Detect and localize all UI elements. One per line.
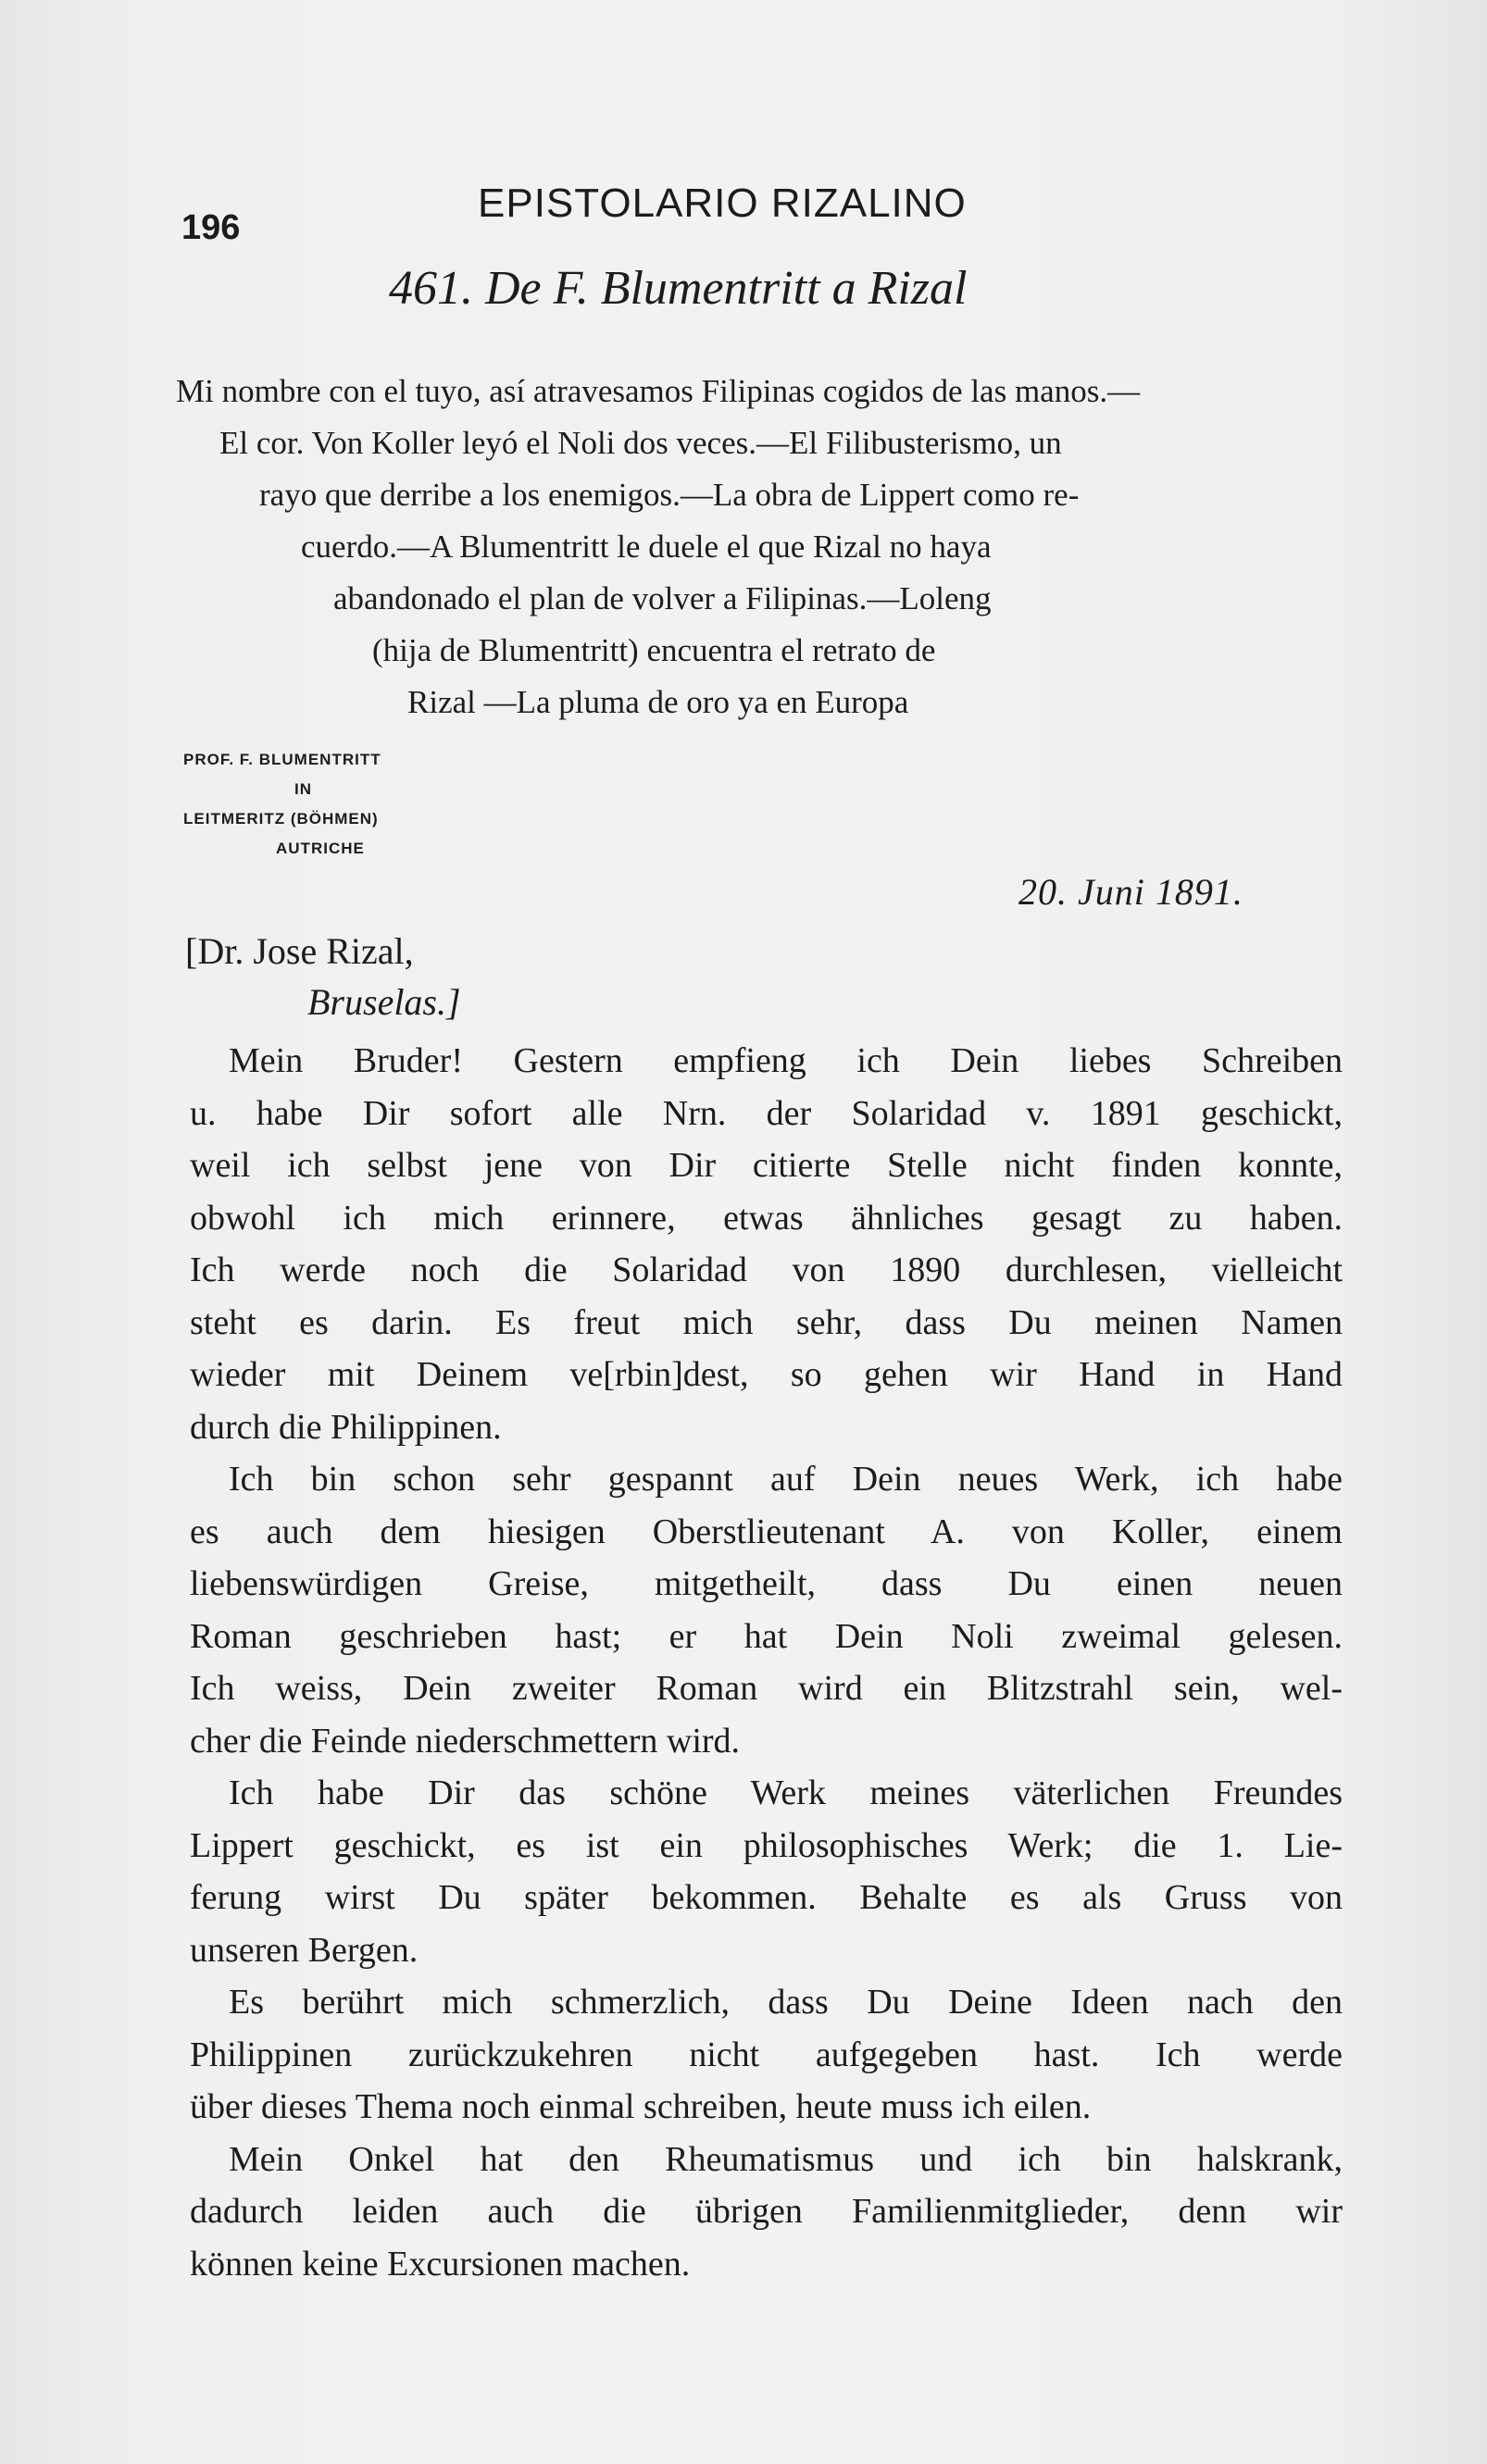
body-line: Roman geschrieben hast; er hat Dein Noli zweimal gelesen. — [190, 1616, 1343, 1656]
body-line: Es berührt mich schmerzlich, dass Du Deine Ideen nach den — [229, 1983, 1343, 2022]
addressee — [185, 926, 461, 1027]
body-line: Ich habe Dir das schöne Werk meines väterlichen Freundes — [229, 1773, 1343, 1812]
body-line: ferung wirst Du später bekommen. Behalte es als Gruss von — [190, 1878, 1343, 1917]
letter-body — [190, 1035, 1343, 2290]
letter-date: 20. Juni 1891. — [1018, 871, 1243, 913]
body-line: liebenswürdigen Greise, mitgetheilt, dass Du einen neuen — [190, 1564, 1343, 1603]
summary-line: abandonado el plan de volver a Filipinas.—Loleng — [333, 580, 992, 616]
letter-summary — [176, 366, 1343, 728]
addressee-city: Bruselas.] — [307, 981, 461, 1023]
body-line: steht es darin. Es freut mich sehr, dass Du meinen Namen — [190, 1302, 1343, 1342]
summary-line: (hija de Blumentritt) encuentra el retrato de — [372, 632, 936, 668]
summary-line: Rizal —La pluma de oro ya en Europa — [407, 684, 909, 720]
body-line: Ich werde noch die Solaridad von 1890 durchlesen, vielleicht — [190, 1251, 1343, 1289]
body-line: unseren Bergen. — [190, 1930, 419, 1970]
letter-title: 461. De F. Blumentritt a Rizal — [389, 262, 968, 315]
body-line: können keine Excursionen machen. — [190, 2244, 691, 2284]
body-line: weil ich selbst jene von Dir citierte Stelle nicht finden konnte, — [190, 1146, 1343, 1185]
body-line: über dieses Thema noch einmal schreiben, heute muss ich eilen. — [190, 2087, 1092, 2126]
summary-line: cuerdo.—A Blumentritt le duele el que Rizal no haya — [301, 529, 992, 565]
body-line: Lippert geschickt, es ist ein philosophisches Werk; die 1. Lie- — [190, 1825, 1343, 1865]
body-line: Ich bin schon sehr gespannt auf Dein neues Werk, ich habe — [229, 1460, 1343, 1499]
body-line: durch die Philippinen. — [190, 1407, 502, 1447]
letterhead-line: AUTRICHE — [276, 840, 365, 857]
letterhead-line: PROF. F. BLUMENTRITT — [183, 751, 381, 768]
body-line: u. habe Dir sofort alle Nrn. der Solaridad v. 1891 geschickt, — [190, 1093, 1343, 1133]
body-line: cher die Feinde niederschmettern wird. — [190, 1721, 741, 1761]
body-line: wieder mit Deinem ve[rbin]dest, so gehen wir Hand in Hand — [190, 1355, 1343, 1394]
summary-line: Mi nombre con el tuyo, así atravesamos Filipinas cogidos de las manos.— — [176, 373, 1141, 409]
body-line: Philippinen zurückzukehren nicht aufgegeben hast. Ich werde — [190, 2035, 1343, 2074]
page-header — [181, 180, 1330, 247]
body-line: Ich weiss, Dein zweiter Roman wird ein Blitzstrahl sein, wel- — [190, 1669, 1343, 1708]
body-line: Mein Onkel hat den Rheumatismus und ich bin halskrank, — [229, 2139, 1343, 2179]
body-line: dadurch leiden auch die übrigen Familienmitglieder, denn wir — [190, 2192, 1343, 2231]
summary-line: rayo que derribe a los enemigos.—La obra de Lippert como re- — [259, 477, 1080, 513]
body-line: es auch dem hiesigen Oberstlieutenant A. von Koller, einem — [190, 1512, 1343, 1551]
letterhead-line: IN — [294, 780, 312, 798]
addressee-name: [Dr. Jose Rizal, — [185, 930, 414, 972]
summary-line: El cor. Von Koller leyó el Noli dos veces.—El Filibusterismo, un — [219, 425, 1062, 461]
letterhead — [183, 745, 572, 864]
page-number: 196 — [181, 208, 241, 247]
body-line: Mein Bruder! Gestern empfieng ich Dein liebes Schreiben — [229, 1041, 1343, 1080]
body-line: obwohl ich mich erinnere, etwas ähnliches gesagt zu haben. — [190, 1198, 1343, 1238]
running-title: EPISTOLARIO RIZALINO — [478, 180, 967, 226]
letterhead-line: LEITMERITZ (BÖHMEN) — [183, 810, 379, 828]
